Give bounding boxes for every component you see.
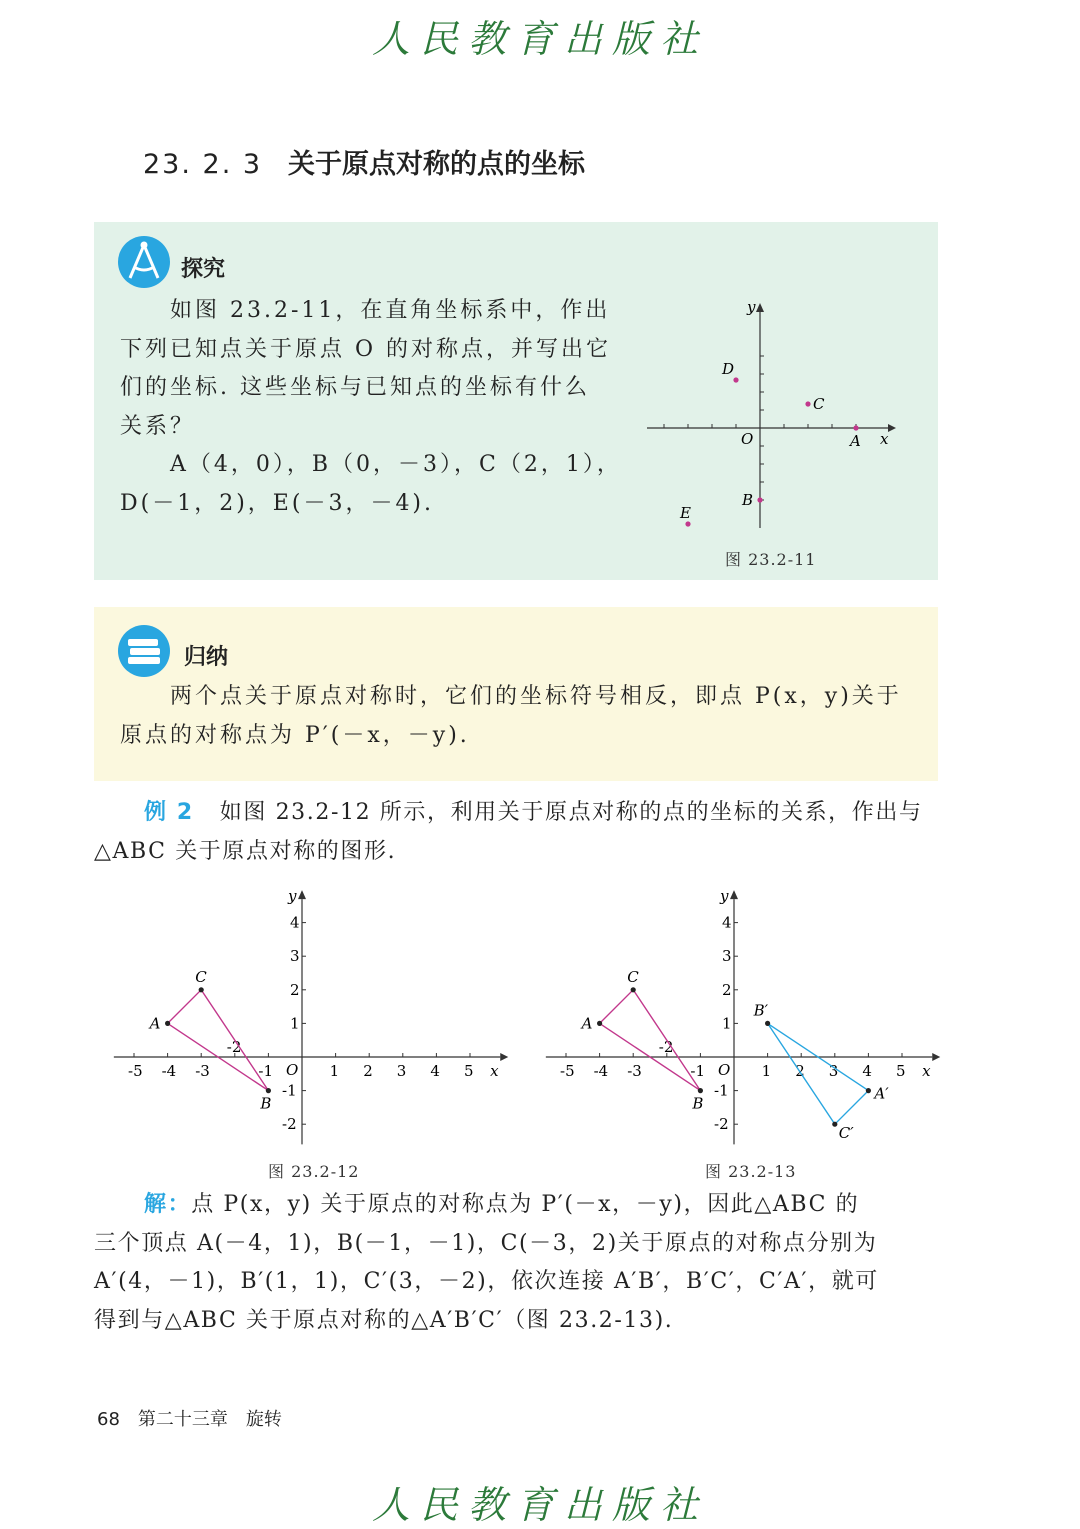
explore-box: [94, 222, 938, 580]
vertex-label: A: [149, 1014, 161, 1033]
x-tick-label: O: [286, 1061, 299, 1079]
summary-box: [94, 607, 938, 781]
y-tick-label: 1: [722, 1014, 732, 1033]
solution-line: 点 P(x，y) 关于原点的对称点为 P′(－x，－y)，因此△ABC 的: [191, 1192, 860, 1217]
point-B: [757, 497, 762, 502]
summary-text: [120, 678, 930, 755]
x-tick-label: 3: [828, 1062, 839, 1080]
x-tick-label: -2: [658, 1038, 674, 1056]
point-C: [805, 401, 810, 406]
vertex-label: C: [627, 967, 639, 986]
y-axis-label: y: [288, 887, 297, 906]
vertex-C′: [832, 1122, 837, 1127]
vertex-label: C′: [838, 1124, 854, 1143]
publisher-watermark-bottom: 人民教育出版社: [371, 1483, 708, 1527]
compass-icon: [118, 236, 170, 288]
x-tick-label: -4: [593, 1062, 609, 1080]
solution-line: A′(4，－1)，B′(1，1)，C′(3，－2)，依次连接 A′B′，B′C′，C′A′，就可: [94, 1269, 879, 1294]
example-line: △ABC 关于原点对称的图形.: [94, 838, 397, 864]
explore-line: D(－1，2)，E(－3，－4).: [120, 490, 435, 516]
x-tick-label: 2: [795, 1062, 805, 1080]
figure-caption: 图 23.2-11: [725, 550, 817, 569]
vertex-label: B: [692, 1094, 704, 1113]
x-tick-label: -3: [195, 1062, 210, 1080]
x-tick-label: -2: [226, 1038, 242, 1056]
vertex-A′: [866, 1088, 871, 1093]
x-tick-label: -5: [560, 1062, 575, 1080]
page-footer: [97, 1405, 300, 1431]
triangle-series: [600, 990, 701, 1091]
vertex-label: A: [581, 1014, 593, 1033]
figure-23-2-12: [100, 875, 520, 1160]
solution-line: 得到与△ABC 关于原点对称的△A′B′C′（图 23.2-13).: [94, 1307, 674, 1333]
explore-line: 们的坐标. 这些坐标与已知点的坐标有什么: [120, 375, 590, 400]
x-arrow-icon: [500, 1053, 508, 1061]
x-axis-label: x: [490, 1062, 499, 1080]
figure-caption: 图 23.2-12: [268, 1162, 360, 1181]
y-arrow-icon: [730, 890, 738, 899]
publisher-watermark-top: 人民教育出版社: [371, 17, 708, 61]
y-tick-label: 3: [722, 947, 732, 966]
point-A: [853, 425, 858, 430]
vertex-A: [165, 1021, 170, 1026]
point-label: D: [722, 360, 735, 378]
y-tick-label: 2: [722, 980, 732, 999]
x-tick-label: 1: [329, 1062, 340, 1080]
x-tick-label: O: [718, 1061, 731, 1079]
x-tick-label: 1: [761, 1062, 772, 1080]
point-label: C: [813, 395, 825, 413]
vertex-B: [698, 1088, 703, 1093]
y-tick-label: 4: [290, 913, 300, 932]
vertex-C: [199, 987, 204, 992]
chapter-title: 旋转: [245, 1409, 282, 1430]
y-tick-label: -1: [714, 1081, 729, 1100]
x-tick-label: 4: [430, 1062, 440, 1080]
example-line: 如图 23.2-12 所示，利用关于原点对称的点的坐标的关系，作出与: [219, 800, 923, 825]
books-icon: [118, 625, 170, 677]
vertex-label: C: [195, 967, 207, 986]
explore-line: 关系？: [120, 413, 196, 439]
chapter-label: 第二十三章: [137, 1409, 228, 1430]
page-number: 68: [97, 1409, 120, 1430]
x-tick-label: 4: [862, 1062, 872, 1080]
y-tick-label: 1: [290, 1014, 300, 1033]
explore-text: [120, 292, 640, 523]
vertex-A: [597, 1021, 602, 1026]
y-axis-label: y: [747, 300, 756, 316]
y-tick-label: -2: [714, 1115, 729, 1134]
y-arrow-icon: [756, 303, 764, 312]
summary-label: 归纳: [184, 645, 229, 670]
y-tick-label: 2: [290, 980, 300, 999]
explore-line: 如图 23.2-11，在直角坐标系中，作出: [170, 298, 611, 323]
x-tick-label: -1: [690, 1062, 706, 1080]
example-text: [94, 794, 944, 871]
y-axis-label: y: [720, 887, 729, 906]
explore-label: 探究: [181, 257, 226, 282]
point-label: B: [742, 491, 754, 509]
section-number: 23. 2. 3: [143, 149, 263, 180]
vertex-label: B: [260, 1094, 272, 1113]
summary-line: 原点的对称点为 P′(－x，－y).: [120, 722, 470, 748]
x-arrow-icon: [932, 1053, 940, 1061]
x-arrow-icon: [888, 424, 896, 432]
vertex-label: B′: [753, 1001, 769, 1020]
y-tick-label: 3: [290, 947, 300, 966]
vertex-B′: [765, 1021, 770, 1026]
x-tick-label: 3: [396, 1062, 407, 1080]
figure-23-2-11: [644, 300, 934, 540]
example-label: 例 2: [144, 800, 194, 825]
triangle-series: [768, 1023, 869, 1124]
x-tick-label: -5: [128, 1062, 143, 1080]
x-tick-label: 5: [464, 1062, 474, 1080]
point-E: [685, 521, 690, 526]
section-heading: [143, 142, 585, 181]
summary-line: 两个点关于原点对称时，它们的坐标符号相反，即点 P(x，y)关于: [170, 684, 902, 709]
x-tick-label: 5: [896, 1062, 906, 1080]
explore-line: A（4，0），B（0，－3），C（2，1），: [170, 452, 622, 477]
x-axis-label: x: [880, 430, 889, 448]
vertex-B: [266, 1088, 271, 1093]
triangle-series: [168, 990, 269, 1091]
x-tick-label: -1: [258, 1062, 274, 1080]
y-arrow-icon: [298, 890, 306, 899]
y-tick-label: -2: [282, 1115, 297, 1134]
y-tick-label: 4: [722, 913, 732, 932]
solution-label: 解：: [144, 1192, 192, 1217]
figure-23-2-13: [532, 875, 952, 1160]
origin-label: O: [741, 430, 754, 448]
x-tick-label: 2: [363, 1062, 373, 1080]
point-label: A: [850, 432, 861, 450]
solution-text: [94, 1186, 944, 1340]
vertex-C: [631, 987, 636, 992]
solution-line: 三个顶点 A(－4，1)，B(－1，－1)，C(－3，2)关于原点的对称点分别为: [94, 1230, 878, 1256]
point-D: [733, 377, 738, 382]
x-tick-label: -4: [161, 1062, 177, 1080]
x-axis-label: x: [922, 1062, 931, 1080]
explore-line: 下列已知点关于原点 O 的对称点，并写出它: [120, 336, 612, 362]
section-title: 关于原点对称的点的坐标: [288, 149, 586, 180]
vertex-label: A′: [874, 1084, 889, 1103]
figure-caption: 图 23.2-13: [705, 1162, 797, 1181]
y-tick-label: -1: [282, 1081, 297, 1100]
point-label: E: [680, 504, 691, 522]
x-tick-label: -3: [627, 1062, 642, 1080]
